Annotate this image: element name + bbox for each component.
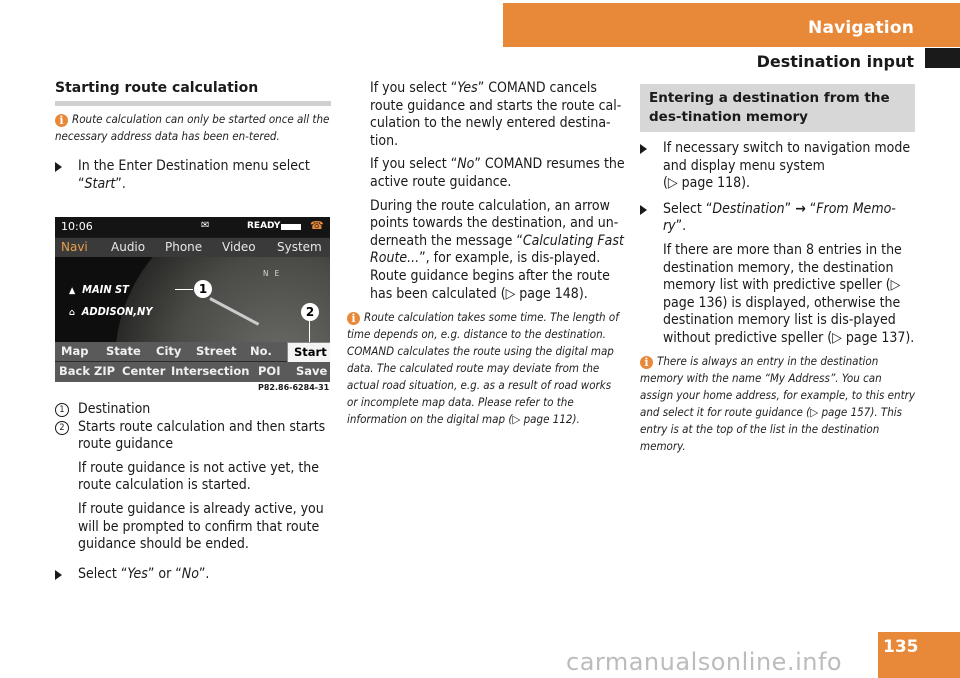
para-already-active: If route guidance is already active, you will be prompted to confirm that route guidance should be ended. <box>78 500 324 553</box>
step-select-yes-no: Select “Yes” or “No”. <box>55 566 331 584</box>
info-icon: i <box>347 312 360 325</box>
start-key: Start <box>287 342 330 363</box>
signal-bars-icon <box>281 224 301 230</box>
callout-line-2 <box>309 321 310 342</box>
step-select-start: In the Enter Destination menu select “Start”. <box>55 158 331 193</box>
legend-item-2: 2 Starts route calculation and then starts route guidance <box>55 419 331 454</box>
action-bar-1: Map State City Street No. Start <box>55 342 330 362</box>
bullet-arrow-icon <box>55 162 62 172</box>
status-text: READY <box>247 221 281 231</box>
step-switch-nav: If necessary switch to navigation mode and display menu system (▷ page 118). <box>640 140 915 193</box>
subsection-title: Destination input <box>756 52 914 71</box>
map-area <box>55 257 330 342</box>
column-2 <box>347 80 625 428</box>
bullet-arrow-icon <box>55 570 62 580</box>
image-code: P82.86-6284-31 <box>258 383 330 392</box>
status-bar <box>55 217 330 237</box>
para-select-yes: If you select “Yes” COMAND cancels route guidance and starts the route cal-culation to the newly entered destina-tion. <box>370 80 622 149</box>
menu-audio: Audio <box>111 240 146 254</box>
bullet-arrow-icon <box>640 144 647 154</box>
callout-2: 2 <box>301 303 319 321</box>
para-not-active: If route guidance is not active yet, the route calculation is started. <box>78 459 320 494</box>
street-label: ▲ MAIN ST <box>69 283 129 296</box>
step-select-destination: Select “Destination” → “From Memo-ry”. <box>640 201 915 236</box>
phone-icon: ☎ <box>310 219 324 232</box>
section-title: Navigation <box>808 18 914 38</box>
action-bar-2: Back ZIP Center Intersection POI Save <box>55 362 330 382</box>
compass-disc <box>115 257 330 342</box>
top-menu <box>55 238 330 257</box>
column-1-lower <box>55 401 331 583</box>
compass-label: N E <box>263 269 282 278</box>
info-note-3: i There is always an entry in the destination memory with the name “My Address”. You can assign your home address, for example, to this entry and select it for route guidance (▷ page 157). This entry is at the top of the list in the destination memory. <box>640 353 915 453</box>
section-heading-memory: Entering a destination from the des-tination memory <box>640 84 915 132</box>
menu-phone: Phone <box>165 240 203 254</box>
menu-video: Video <box>222 240 256 254</box>
section-heading: Starting route calculation <box>55 80 259 96</box>
menu-system: System <box>277 240 322 254</box>
heading-rule <box>55 101 331 106</box>
page-number: 135 <box>883 637 919 657</box>
column-3 <box>640 84 915 455</box>
mail-icon: ✉ <box>201 220 210 231</box>
column-1 <box>55 80 331 193</box>
header-marker <box>925 48 960 68</box>
legend-item-1: 1 Destination <box>55 401 331 419</box>
para-calculation: During the route calculation, an arrow points towards the destination, and un-derneath the message “Calculating Fast Route...”, for example, is dis-played. Route guidance begins after the route has been calculated (▷ page 148). <box>370 197 624 302</box>
para-select-no: If you select “No” COMAND resumes the active route guidance. <box>370 156 625 190</box>
callout-1: 1 <box>194 280 212 298</box>
para-predictive-speller: If there are more than 8 entries in the destination memory, the destination memory list with predictive speller (▷ page 136) is displayed, otherwise the destination memory list is dis-played without predictive speller (▷ page 137). <box>663 241 915 346</box>
menu-navi: Navi <box>61 240 88 254</box>
watermark: carmanualsonline.info <box>566 648 843 676</box>
bullet-arrow-icon <box>640 205 647 215</box>
clock: 10:06 <box>61 220 93 233</box>
comand-screen-image <box>55 217 330 382</box>
city-label: ⌂ ADDISON,NY <box>69 305 153 318</box>
callout-line-1 <box>175 289 193 290</box>
info-icon: i <box>640 356 653 369</box>
arrow-icon: → <box>795 200 806 217</box>
info-note-2: i Route calculation takes some time. The length of time depends on, e.g. distance to the destination. COMAND calculates the route using the digital map data. The calculated route may deviate from the actual road situation, e.g. as a result of road works or incomplete map data. Please refer to the information on the digital map (▷ page 112). <box>347 310 619 427</box>
info-note: i Route calculation can only be started once all the necessary address data has been en-tered. <box>55 112 330 143</box>
info-icon: i <box>55 114 68 127</box>
